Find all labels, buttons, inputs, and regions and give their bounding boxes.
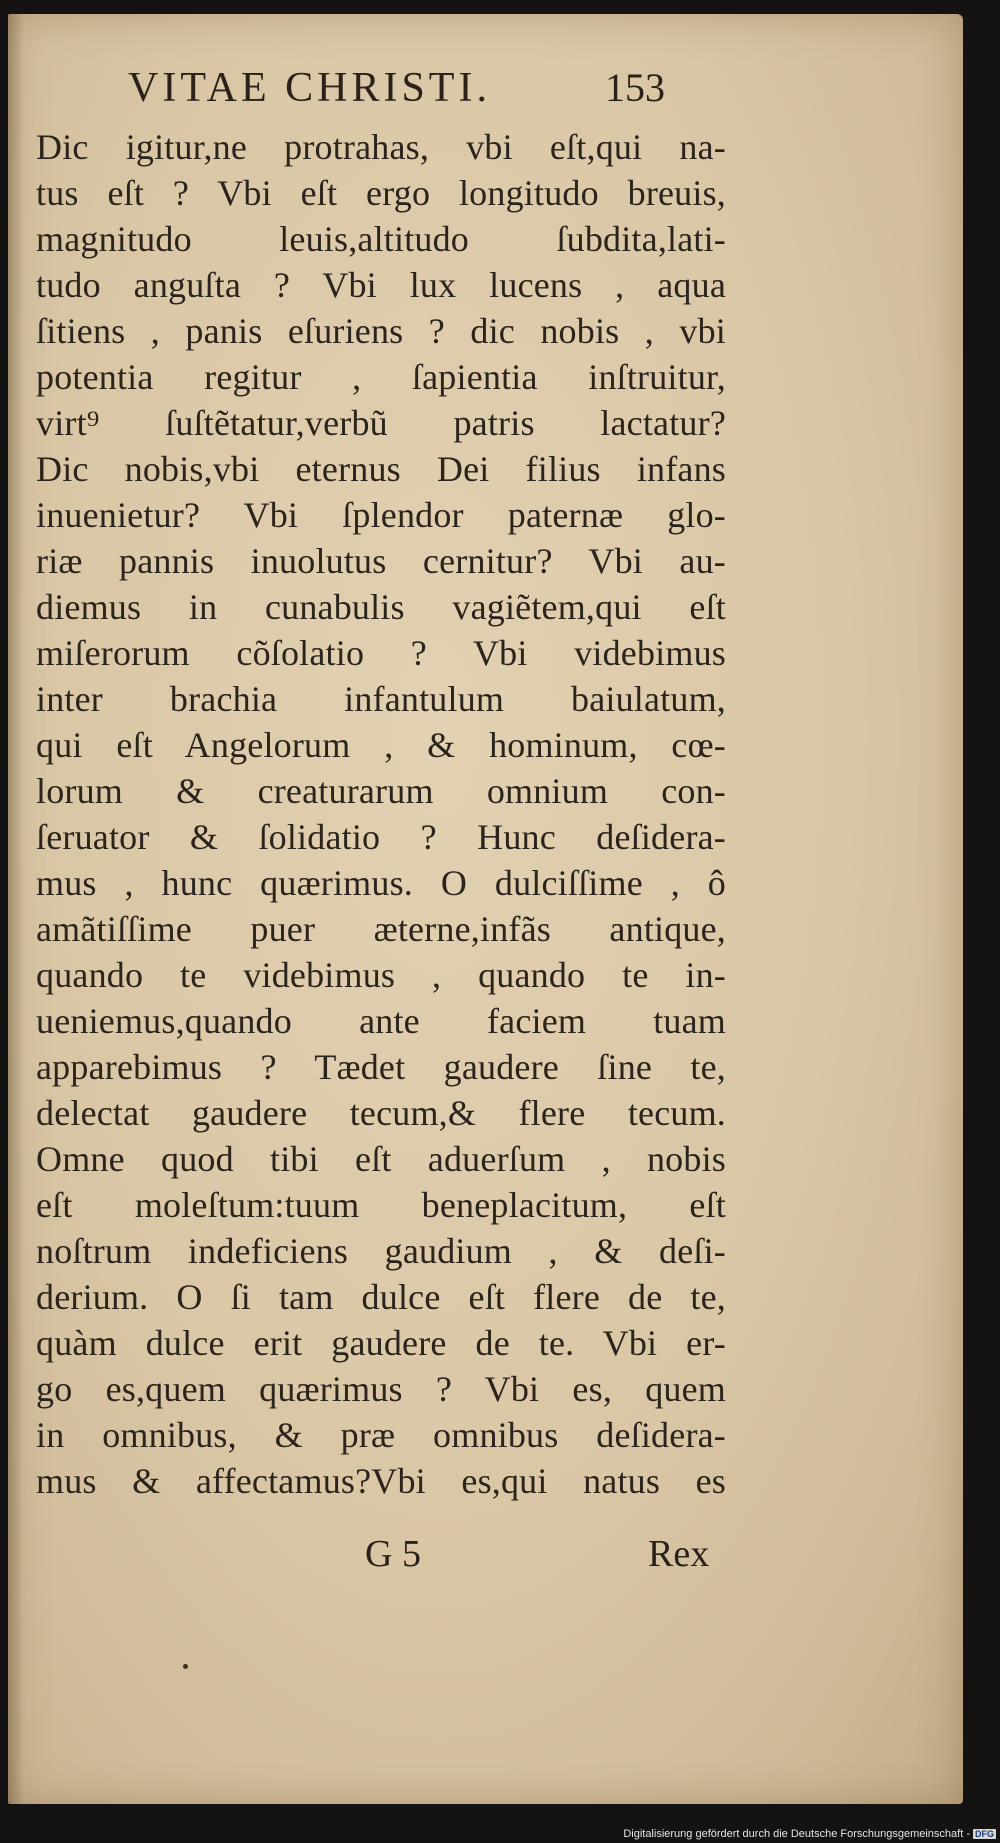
text-line: ueniemus,quando ante faciem tuam bbox=[36, 1001, 726, 1041]
text-line: quàm dulce erit gaudere de te. Vbi er- bbox=[36, 1323, 726, 1363]
text-line: go es,quem quærimus ? Vbi es, quem bbox=[36, 1369, 726, 1409]
text-line: ſitiens , panis eſuriens ? dic nobis , vbi bbox=[36, 311, 726, 351]
running-head bbox=[8, 64, 963, 124]
text-line: tus eſt ? Vbi eſt ergo longitudo breuis, bbox=[36, 173, 726, 213]
text-line: quando te videbimus , quando te in- bbox=[36, 955, 726, 995]
text-line: tudo anguſta ? Vbi lux lucens , aqua bbox=[36, 265, 726, 305]
text-line: noſtrum indeficiens gaudium , & deſi- bbox=[36, 1231, 726, 1271]
text-line: Dic nobis,vbi eternus Dei filius infans bbox=[36, 449, 726, 489]
text-line: Dic igitur,ne protrahas, vbi eſt,qui na- bbox=[36, 127, 726, 167]
text-line: inuenietur? Vbi ſplendor paternæ glo- bbox=[36, 495, 726, 535]
text-line: mus , hunc quærimus. O dulciſſime , ô bbox=[36, 863, 726, 903]
page-footer bbox=[8, 1532, 963, 1582]
text-line: delectat gaudere tecum,& flere tecum. bbox=[36, 1093, 726, 1133]
text-line: derium. O ſi tam dulce eſt flere de te, bbox=[36, 1277, 726, 1317]
text-line: lorum & creaturarum omnium con- bbox=[36, 771, 726, 811]
text-line: mus & affectamus?Vbi es,qui natus es bbox=[36, 1461, 726, 1501]
text-line: miſerorum cõſolatio ? Vbi videbimus bbox=[36, 633, 726, 673]
text-line: magnitudo leuis,altitudo ſubdita,lati- bbox=[36, 219, 726, 259]
book-page bbox=[8, 14, 963, 1804]
text-line: potentia regitur , ſapientia inſtruitur, bbox=[36, 357, 726, 397]
text-line: diemus in cunabulis vagiẽtem,qui eſt bbox=[36, 587, 726, 627]
text-line: amãtiſſime puer æterne,infãs antique, bbox=[36, 909, 726, 949]
text-line: ſeruator & ſolidatio ? Hunc deſidera- bbox=[36, 817, 726, 857]
paper-speck bbox=[183, 1664, 188, 1669]
body-text bbox=[36, 124, 726, 1504]
page-number: 153 bbox=[605, 65, 665, 110]
text-line: Omne quod tibi eſt aduerſum , nobis bbox=[36, 1139, 726, 1179]
digitization-credit bbox=[623, 1828, 996, 1840]
text-line: inter brachia infantulum baiulatum, bbox=[36, 679, 726, 719]
running-title: VITAE CHRISTI. bbox=[128, 65, 491, 111]
catchword: Rex bbox=[648, 1533, 710, 1575]
text-line: apparebimus ? Tædet gaudere ſine te, bbox=[36, 1047, 726, 1087]
signature-mark: G 5 bbox=[365, 1533, 421, 1575]
dfg-logo: DFG bbox=[975, 1829, 994, 1839]
text-line: qui eſt Angelorum , & hominum, cœ- bbox=[36, 725, 726, 765]
text-line: in omnibus, & præ omnibus deſidera- bbox=[36, 1415, 726, 1455]
text-line: virt⁹ ſuſtẽtatur,verbũ patris lactatur? bbox=[36, 403, 726, 443]
text-line: eſt moleſtum:tuum beneplacitum, eſt bbox=[36, 1185, 726, 1225]
text-line: riæ pannis inuolutus cernitur? Vbi au- bbox=[36, 541, 726, 581]
credit-text: Digitalisierung gefördert durch die Deutsche Forschungsgemeinschaft - bbox=[623, 1828, 970, 1840]
